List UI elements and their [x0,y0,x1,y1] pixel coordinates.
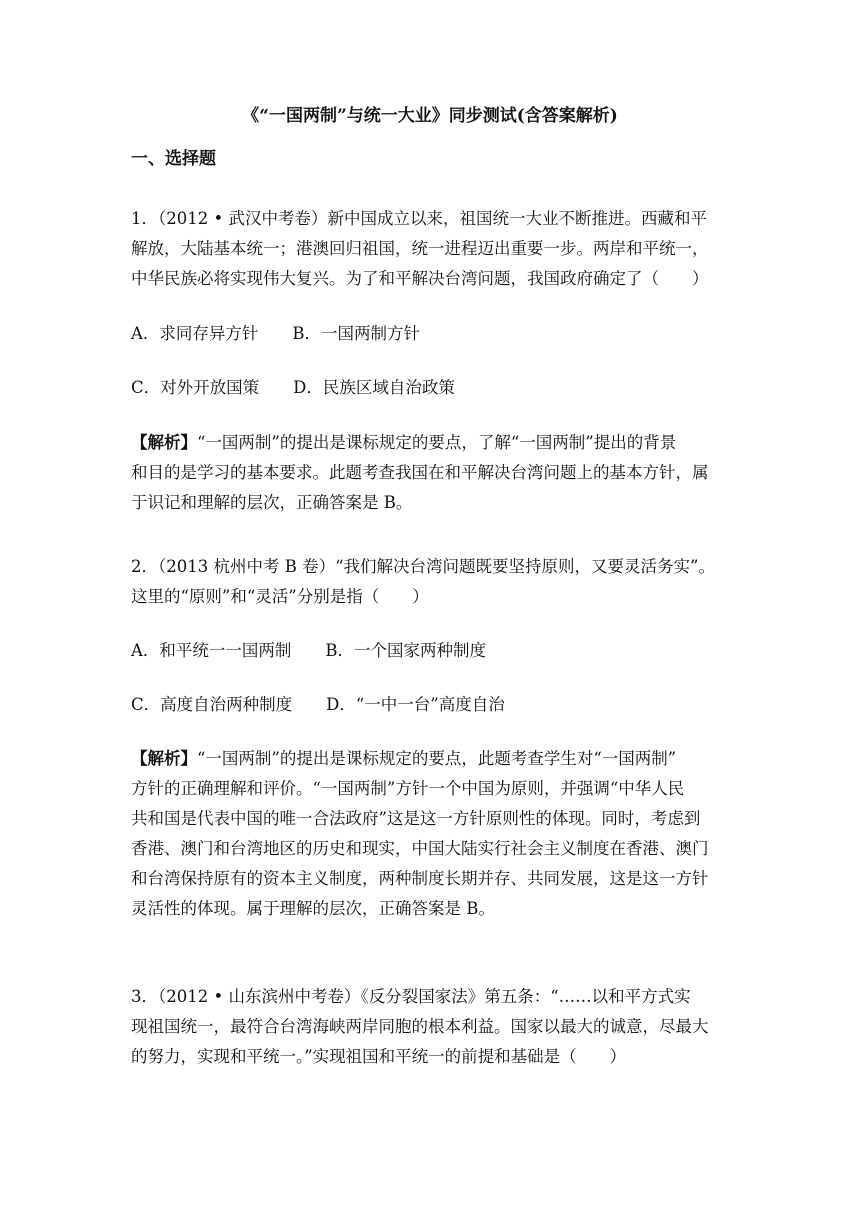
question-2-stem-line: 这里的“原则”和“灵活”分别是指（ ） [131,587,429,606]
question-2-option-b: B．一个国家两种制度 [325,641,487,660]
question-1-stem-line: 1．（2012 • 武汉中考卷）新中国成立以来，祖国统一大业不断推进。西藏和平 [131,209,707,228]
question-1-option-b: B．一国两制方针 [292,324,421,343]
question-2-stem-line: 2．（2013 杭州中考 B 卷）“我们解决台湾问题既要坚持原则，又要灵活务实”。 [131,557,715,576]
question-2-options-row-2 [131,691,505,719]
question-2-analysis-line: 灵活性的体现。属于理解的层次，正确答案是 B。 [131,899,495,918]
question-2-analysis-line: 共和国是代表中国的唯一合法政府”这是这一方针原则性的体现。同时，考虑到 [131,809,701,828]
question-1-options-row-2 [131,374,455,402]
question-2-stem [131,552,731,612]
question-2-option-c: C．高度自治两种制度 [131,695,293,714]
question-1-analysis-line [131,428,731,458]
question-1-option-c: C．对外开放国策 [131,378,260,397]
question-3-stem-line: 3．（2012 • 山东滨州中考卷）《反分裂国家法》第五条：“……以和平方式实 [131,987,691,1006]
question-2-analysis-line: 方针的正确理解和评价。“一国两制”方针一个中国为原则，并强调“中华人民 [131,779,685,798]
question-3-stem-line: 的努力，实现和平统一。”实现祖国和平统一的前提和基础是（ ） [131,1047,627,1066]
analysis-label: 【解析】 [131,749,197,768]
question-1-stem-line: 解放，大陆基本统一；港澳回归祖国，统一进程迈出重要一步。两岸和平统一， [131,239,709,258]
question-1-analysis-line: 和目的是学习的基本要求。此题考查我国在和平解决台湾问题上的基本方针，属 [131,463,709,482]
analysis-label: 【解析】 [131,433,197,452]
document-title: 《“一国两制”与统一大业》同步测试(含答案解析) [242,106,618,126]
question-1-stem-line: 中华民族必将实现伟大复兴。为了和平解决台湾问题，我国政府确定了（ ） [131,269,709,288]
question-1-analysis [131,428,731,518]
analysis-text: “一国两制”的提出是课标规定的要点，此题考查学生对“一国两制” [197,749,677,768]
question-2-analysis-line [131,744,731,774]
question-1-option-d: D．民族区域自治政策 [293,378,455,397]
question-1-option-a: A．求同存异方针 [131,324,259,343]
question-1-analysis-line: 于识记和理解的层次，正确答案是 B。 [131,493,413,512]
question-1-options-row-1 [131,320,420,348]
section-heading: 一、选择题 [131,149,216,169]
question-2-option-d: D．“一中一台”高度自治 [326,695,505,714]
question-2-options-row-1 [131,637,486,665]
question-2-analysis-line: 香港、澳门和台湾地区的历史和现实，中国大陆实行社会主义制度在香港、澳门 [131,839,709,858]
question-3-stem-line: 现祖国统一，最符合台湾海峡两岸同胞的根本利益。国家以最大的诚意，尽最大 [131,1017,709,1036]
analysis-text: “一国两制”的提出是课标规定的要点，了解“一国两制”提出的背景 [197,433,677,452]
question-1-stem [131,204,731,294]
question-2-analysis [131,744,731,924]
question-3-stem [131,982,731,1072]
question-2-option-a: A．和平统一一国两制 [131,641,292,660]
question-2-analysis-line: 和台湾保持原有的资本主义制度，两种制度长期并存、共同发展，这是这一方针 [131,869,709,888]
